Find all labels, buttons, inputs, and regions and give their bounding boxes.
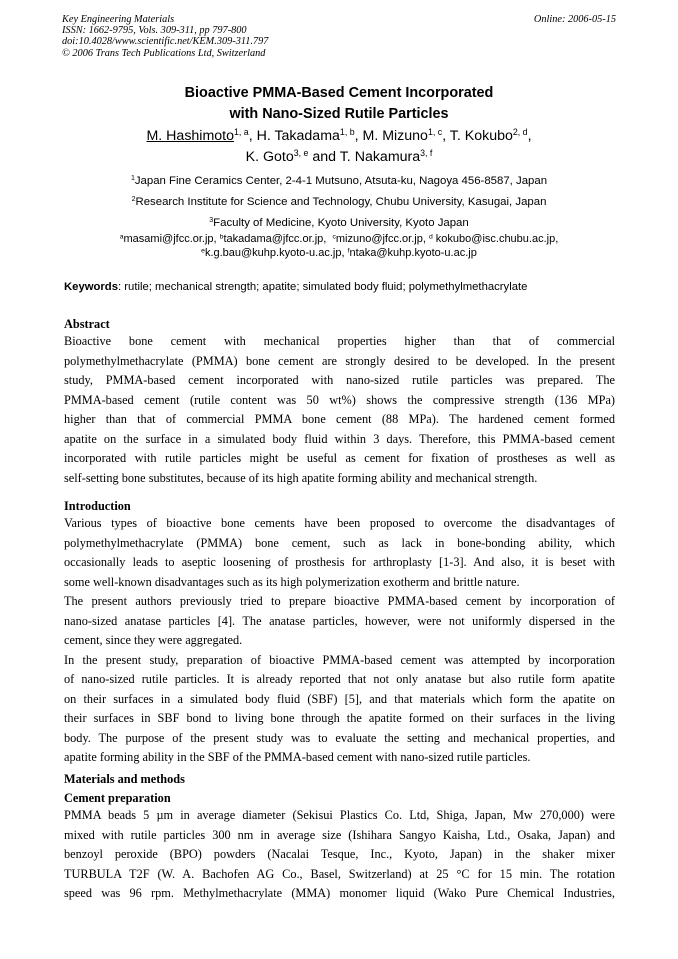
- journal-copyright: © 2006 Trans Tech Publications Ltd, Switzerland: [62, 47, 266, 59]
- journal-header: [62, 14, 616, 59]
- email-link[interactable]: mizuno@jfcc.or.jp,: [335, 233, 429, 245]
- affiliation-mark: 2: [131, 196, 136, 204]
- author-line-1: [0, 126, 678, 147]
- email-line-1: [0, 233, 678, 247]
- email-link[interactable]: masami@jfcc.or.jp,: [123, 233, 220, 245]
- text-line: cement, since they were aggregated.: [64, 633, 243, 647]
- text-line: In the present study, preparation of bioactive PMMA-based cement was attempted by incorporation: [64, 652, 615, 667]
- author-affiliation-mark: 1, a: [234, 127, 249, 138]
- author-affiliation-mark: 3, f: [420, 148, 433, 159]
- text-line: polymethylmethacrylate (PMMA) bone cement are strongly desired to be developed. In the present: [64, 353, 615, 368]
- affiliation-1: [0, 174, 678, 188]
- author-affiliation-mark: 2, d: [512, 127, 528, 138]
- text-line: apatite on the surface in a simulated body fluid within 3 days. Therefore, this PMMA-based cement: [64, 431, 615, 446]
- keywords-label: Keywords: [64, 281, 118, 293]
- abstract-heading: Abstract: [64, 317, 110, 331]
- introduction-body: [64, 514, 615, 768]
- author-affiliation-mark: 3, e: [293, 148, 309, 159]
- email-mark: a: [119, 233, 124, 241]
- methods-body: [64, 806, 615, 904]
- text-line: benzoyl peroxide (BPO) powders (Nacalai Tesque, Inc., Kyoto, Japan) in the shaker mixer: [64, 847, 615, 861]
- text-line: Various types of bioactive bone cements have been proposed to overcome the disadvantages of: [64, 516, 615, 530]
- text-line: some well-known disadvantages such as its high polymerization exotherm and brittle nature.: [64, 574, 520, 589]
- author-name: M. Hashimoto: [146, 128, 234, 144]
- title-line-2: with Nano-Sized Rutile Particles: [229, 106, 449, 122]
- email-mark: f: [347, 246, 350, 254]
- email-mark: c: [332, 233, 336, 241]
- author-separator: and: [308, 149, 340, 165]
- journal-issn: ISSN: 1662-9795, Vols. 309-311, pp 797-800: [62, 25, 247, 37]
- email-list: [0, 233, 678, 260]
- affiliation-2: [0, 195, 678, 209]
- email-mark: e: [201, 246, 205, 254]
- author-list: [0, 126, 678, 168]
- text-line: TURBULA T2F (W. A. Bachofen AG Co., Basel, Switzerland) at 25 °C for 15 min. The rotation: [64, 866, 615, 881]
- affiliation-mark: 1: [130, 175, 135, 183]
- keywords-text: : rutile; mechanical strength; apatite; simulated body fluid; polymethylmethacrylate: [118, 281, 528, 293]
- abstract-body: [64, 332, 615, 488]
- text-line: PMMA beads 5 µm in average diameter (Sekisui Plastics Co. Ltd, Shiga, Japan, Mw 270,000) were: [64, 808, 615, 822]
- text-line: Bioactive bone cement with mechanical properties higher than that of commercial: [64, 334, 615, 348]
- email-link[interactable]: kokubo@isc.chubu.ac.jp,: [432, 233, 559, 245]
- text-line: occasionally leads to aseptic loosening of prosthesis for arthroplasty [1-3]. And also, it is beset with: [64, 555, 615, 569]
- affiliation-mark: 3: [209, 217, 214, 225]
- text-line: of nano-sized rutile particles. It is already reported that not only anatase but also rutile form apatite: [64, 672, 615, 686]
- online-date: Online: 2006-05-15: [533, 14, 616, 25]
- title-line-1: Bioactive PMMA-Based Cement Incorporated: [184, 85, 494, 101]
- author-separator: ,: [248, 128, 257, 144]
- text-line: study, PMMA-based cement incorporated with nano-sized rutile particles was prepared. The: [64, 373, 615, 387]
- author-name: K. Goto: [245, 149, 294, 165]
- email-link[interactable]: k.g.bau@kuhp.kyoto-u.ac.jp,: [204, 246, 348, 259]
- keywords: [64, 280, 616, 294]
- email-link[interactable]: ntaka@kuhp.kyoto-u.ac.jp: [349, 246, 477, 259]
- email-mark: b: [219, 233, 224, 241]
- text-line: their surfaces in SBF bond to living bone through the apatite formed on their surfaces in the living: [64, 711, 615, 725]
- text-line: incorporated with rutile particles might be useful as cement for fixation of prostheses as well as: [64, 451, 615, 465]
- author-affiliation-mark: 1, b: [339, 127, 355, 138]
- journal-name: Key Engineering Materials: [62, 14, 175, 25]
- author-affiliation-mark: 1, c: [427, 127, 443, 138]
- text-line: higher than that of commercial PMMA bone cement (88 MPa). The hardened cement formed: [64, 412, 615, 426]
- paper-title: [0, 83, 678, 125]
- methods-heading: Materials and methods: [64, 772, 185, 786]
- author-line-2: [0, 147, 678, 168]
- introduction-heading: Introduction: [64, 499, 131, 513]
- text-line: self-setting bone substitutes, because of its high apatite forming ability and mechanical strength.: [64, 470, 538, 485]
- text-line: speed was 96 rpm. Methylmethacrylate (MMA) monomer liquid (Wako Pure Chemical Industries,: [64, 886, 615, 900]
- text-line: polymethylmethacrylate (PMMA) bone cement, such as lack in bone-bonding ability, which: [64, 535, 615, 550]
- text-line: PMMA-based cement (rutile content was 50 wt%) shows the compressive strength (136 MPa): [64, 392, 615, 407]
- author-name: H. Takadama: [256, 128, 340, 144]
- text-line: The present authors previously tried to prepare bioactive PMMA-based cement by incorporation of: [64, 594, 615, 608]
- journal-doi: doi:10.4028/www.scientific.net/KEM.309-311.797: [62, 36, 269, 48]
- text-line: on their surfaces in a simulated body fluid (SBF) [5], and that materials which form the apatite on: [64, 691, 615, 706]
- affiliation-3: [0, 216, 678, 230]
- author-separator: ,: [354, 128, 363, 144]
- text-line: apatite forming ability in the SBF of the PMMA-based cement with nano-sized rutile particles.: [64, 750, 531, 764]
- author-name: T. Kokubo: [449, 128, 513, 144]
- text-line: nano-sized anatase particles [4]. The anatase particles, however, were not uniformly dispersed in the: [64, 613, 615, 628]
- author-name: M. Mizuno: [362, 128, 428, 144]
- author-name: T. Nakamura: [339, 149, 421, 165]
- methods-subheading: Cement preparation: [64, 791, 171, 805]
- email-mark: d: [428, 233, 433, 241]
- author-separator: ,: [442, 128, 450, 144]
- affiliation-text: Japan Fine Ceramics Center, 2-4-1 Mutsuno, Atsuta-ku, Nagoya 456-8587, Japan: [134, 175, 548, 187]
- affiliation-text: Research Institute for Science and Technology, Chubu University, Kasugai, Japan: [135, 196, 547, 208]
- author-separator: ,: [527, 128, 532, 144]
- text-line: mixed with rutile particles 300 nm in average size (Ishihara Sangyo Kaisha, Ltd., Osaka, Japan) and: [64, 827, 615, 842]
- email-line-2: [0, 247, 678, 261]
- affiliation-text: Faculty of Medicine, Kyoto University, Kyoto Japan: [213, 217, 469, 229]
- email-link[interactable]: takadama@jfcc.or.jp,: [223, 233, 333, 245]
- text-line: body. The purpose of the present study was to evaluate the setting and mechanical properties, and: [64, 730, 615, 745]
